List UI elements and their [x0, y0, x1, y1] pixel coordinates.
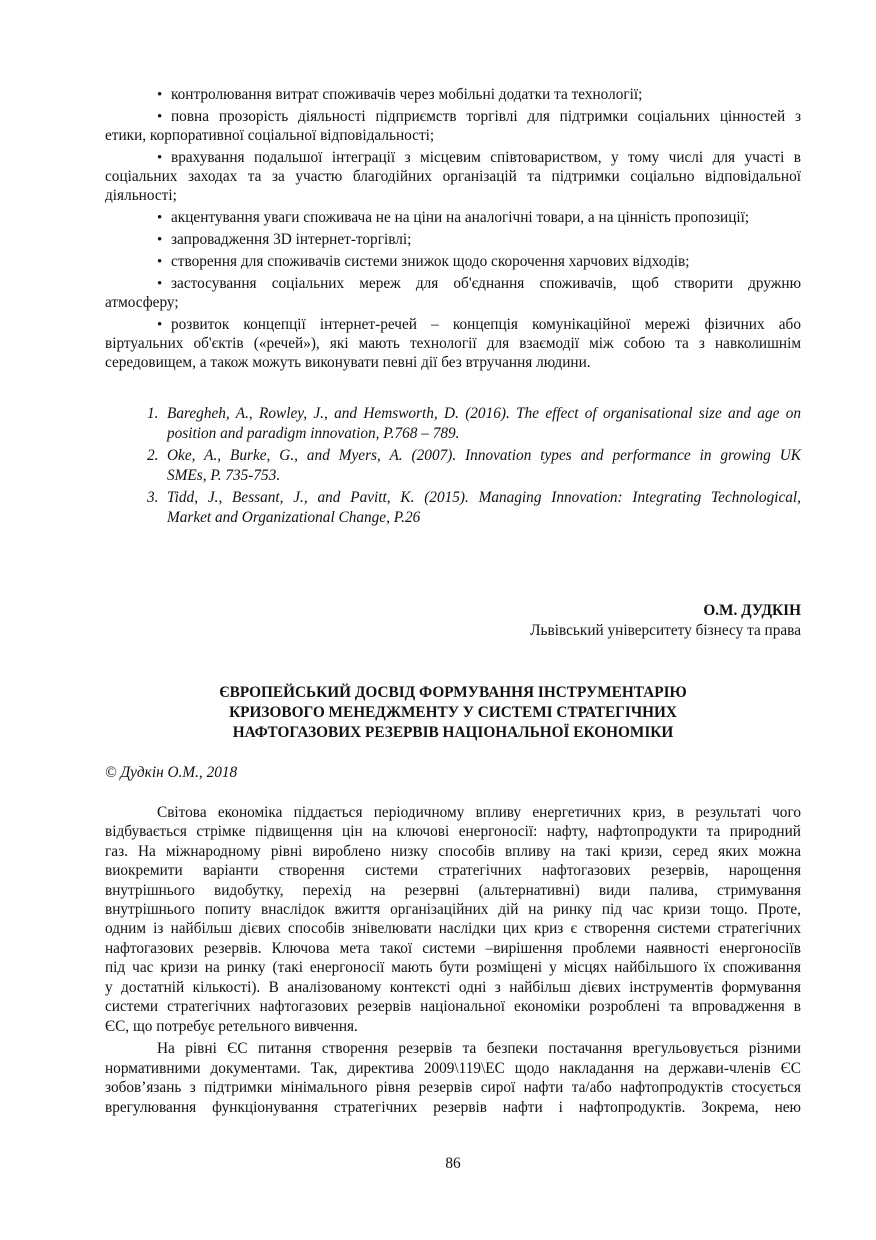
title-line: НАФТОГАЗОВИХ РЕЗЕРВІВ НАЦІОНАЛЬНОЇ ЕКОНОМІКИ: [232, 724, 674, 741]
bullet-item-continuation: віртуальних об'єктів («речей»), які мають технології для взаємодії між собою та з навколишнім: [105, 335, 801, 352]
paragraph-line: виокремити варіанти створення системи стратегічних нафтогазових резервів, нарощення: [105, 862, 801, 879]
bullet-item: • повна прозорість діяльності підприємств торгівлі для підтримки соціальних цінностей з: [105, 107, 801, 127]
title-line: КРИЗОВОГО МЕНЕДЖМЕНТУ У СИСТЕМІ СТРАТЕГІЧНИХ: [229, 704, 677, 721]
reference-item-continuation: Market and Organizational Change, P.26: [167, 509, 421, 526]
bullet-item-continuation: діяльності;: [105, 187, 177, 204]
bullet-item: • контролювання витрат споживачів через мобільні додатки та технології;: [105, 85, 801, 105]
paragraph-line: у достатній кількості). В аналізованому контексті одні з найбільш дієвих інструментів формування: [105, 979, 801, 996]
paragraph-line: врегулювання функціонування стратегічних резервів нафти і нафтопродуктів. Зокрема, нею: [105, 1099, 801, 1116]
paragraph-line: системи стратегічних нафтогазових резервів національної економіки розроблені та впровадження в: [105, 998, 801, 1015]
bullet-item: • створення для споживачів системи знижок щодо скорочення харчових відходів;: [105, 252, 801, 272]
reference-item: 1. Baregheh, A., Rowley, J., and Hemsworth, D. (2016). The effect of organisational size and age on: [147, 405, 801, 422]
paragraph-line: нормативними документами. Так, директива 2009\119\ЕС щодо накладання на держави-членів ЄС: [105, 1060, 801, 1077]
bullet-item: • запровадження 3D інтернет-торгівлі;: [105, 230, 801, 250]
bullet-item: • врахування подальшої інтеграції з місцевим співтовариством, у тому числі для участі в: [105, 148, 801, 168]
paragraph-line: газ. На міжнародному рівні вироблено низку способів впливу на такі кризи, серед яких можна: [105, 843, 801, 860]
bullet-item: • застосування соціальних мереж для об'єднання споживачів, щоб створити дружню: [105, 274, 801, 294]
reference-item: 2. Oke, A., Burke, G., and Myers, A. (2007). Innovation types and performance in growing UK: [147, 447, 801, 464]
bullet-item-continuation: соціальних заходах та за участю благодійних організацій та підтримки соціально відповідальної: [105, 168, 801, 185]
author-name: О.М. ДУДКІН: [703, 602, 801, 619]
paragraph-line: Світова економіка піддається періодичному впливу енергетичних криз, в результаті чого: [157, 804, 801, 821]
page-number: 86: [445, 1155, 461, 1172]
paragraph-line: нафтогазових резервів. Ключова мета такої системи –вирішення проблеми наявності енергоносіїв: [105, 940, 801, 957]
paragraph-line: одним із найбільш дієвих способів знівелювати наслідки цих криз є створення системи стратегічних: [105, 920, 801, 937]
paragraph-line: внутрішнього попиту внаслідок вжиття організаційних дій на ринку під час кризи тощо. Проте,: [105, 901, 801, 918]
paragraph-line: відбувається стрімке підвищення цін на ключові енергоносії: нафту, нафтопродукти та природний: [105, 823, 801, 840]
paragraph-line: внутрішнього видобутку, перехід на резервні (альтернативні) види палива, стримування: [105, 882, 801, 899]
reference-item: 3. Tidd, J., Bessant, J., and Pavitt, K. (2015). Managing Innovation: Integrating Technological,: [147, 489, 801, 506]
bullet-item-continuation: середовищем, а також можуть виконувати певні дії без втручання людини.: [105, 354, 591, 371]
reference-item-continuation: position and paradigm innovation, P.768 – 789.: [167, 425, 460, 442]
author-affiliation: Львівський університету бізнесу та права: [530, 622, 801, 639]
copyright-notice: © Дудкін О.М., 2018: [105, 764, 238, 781]
title-line: ЄВРОПЕЙСЬКИЙ ДОСВІД ФОРМУВАННЯ ІНСТРУМЕНТАРІЮ: [219, 684, 687, 701]
paragraph-line: ЄС, що потребує ретельного вивчення.: [105, 1018, 358, 1035]
reference-item-continuation: SMEs, P. 735-753.: [167, 467, 281, 484]
bullet-item-continuation: етики, корпоративної соціальної відповідальності;: [105, 127, 435, 144]
paragraph-line: На рівні ЄС питання створення резервів та безпеки постачання врегульовується різними: [157, 1040, 801, 1057]
bullet-item: • акцентування уваги споживача не на ціни на аналогічні товари, а на цінність пропозиції;: [105, 208, 801, 228]
paragraph-line: під час кризи на ринку (такі енергоносії мають бути розміщені у місцях найбільшого їх споживання: [105, 959, 801, 976]
paragraph-line: зобов’язань з підтримки мінімального рівня резервів сирої нафти та/або нафтопродуктів стосується: [105, 1079, 801, 1096]
bullet-item: • розвиток концепції інтернет-речей – концепція комунікаційної мережі фізичних або: [105, 315, 801, 335]
bullet-item-continuation: атмосферу;: [105, 294, 179, 311]
